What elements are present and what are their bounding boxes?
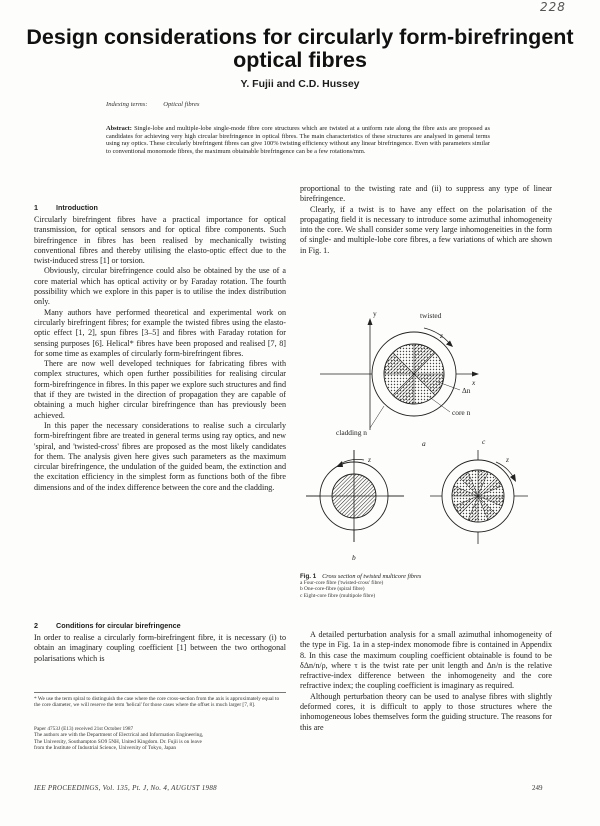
label-z: z bbox=[368, 455, 371, 464]
paragraph: There are now well developed techniques for fabricating fibres with complex structures, which open further possibilities for realising circular form-birefringence in fibres. In this paper we explore such structures and find that if they are twisted in the direction of propagation they are capable of obtaining a much higher circular birefringence than has previously been achieved. bbox=[34, 359, 286, 420]
paper-title: Design considerations for circularly form-birefringent optical fibres bbox=[26, 25, 574, 72]
paragraph: Although perturbation theory can be used to analyse fibres with slightly deformed cores, it is difficult to apply to those structures where the inhomogeneous lobes themselves form the guiding structure. The reasons for this are bbox=[300, 691, 552, 732]
figure-subcaption: b One-core-fibre (spiral fibre) bbox=[300, 586, 365, 593]
paragraph: Circularly birefringent fibres have a practical importance for optical transmission, for optical sensors and for optical fibre components. Such birefringence in fibres has been realised by mechanically twisting conventional fibres and thereby utilising the elasto-optic effect due to the twist-induced stress [1] or torsion. bbox=[34, 215, 286, 266]
section-1-heading bbox=[34, 203, 98, 212]
page-number: 249 bbox=[532, 784, 543, 792]
right-column-top bbox=[300, 184, 552, 256]
label-a: a bbox=[422, 439, 426, 448]
figure-panel-a bbox=[320, 309, 479, 448]
figure-panel-b bbox=[306, 450, 404, 562]
figure-1 bbox=[300, 302, 552, 572]
section-2-title: Conditions for circular birefringence bbox=[56, 621, 181, 630]
section-1-number: 1 bbox=[34, 203, 38, 212]
figure-caption bbox=[300, 573, 552, 599]
y-arrow bbox=[368, 318, 373, 325]
label-z: z bbox=[506, 455, 509, 464]
paragraph: In order to realise a circularly form-birefringent fibre, it is necessary (i) to obtain an imaginary coupling coefficient [1] between the two orthogonal polarisations which is bbox=[34, 633, 286, 663]
paper-info-line: The University, Southampton SO9 5NH, United Kingdom. Dr. Fujii is on leave bbox=[34, 738, 202, 745]
figure-caption-label: Fig. 1 bbox=[300, 573, 317, 580]
paragraph: In this paper the necessary considerations to realise such a circularly form-birefringent fibre are treated in general terms using ray optics, and new 'spiral, and 'twisted-cross' fibres are proposed as the most likely candidates for them. The analysis given here gives such parameters as the maximum circular birefringence, the undulation of the guided beam, the extinction and the excitation efficiency in the simplest form as functions both of the fibre dimensions and of the index difference between the core and the cladding. bbox=[34, 420, 286, 492]
section-2-body bbox=[34, 633, 286, 664]
paper-info-line: The authors are with the Department of Electrical and Information Engineering, bbox=[34, 732, 204, 739]
paragraph: Many authors have performed theoretical and experimental work on circularly birefringent fibres; for example the twisted fibres using the elasto-optic effect [1, 2], spun fibres [3–5] and fibres with Faraday rotation for sensing purposes [6]. Helical* fibres have been proposed and realised [7, 8] for some time as examples of circularly form-birefringent fibres. bbox=[34, 307, 286, 358]
indexing-terms-label: Indexing terms: bbox=[106, 101, 148, 108]
paragraph: Obviously, circular birefringence could also be obtained by the use of a core material which has optical activity or by Faraday rotation. The fourth possibility which we explore in this paper is to utilise the index distribution only. bbox=[34, 266, 286, 307]
footnote: * We use the term spiral to distinguish the case where the core cross-section from the axis is approximately equal to the core diameter, we will reserve the term 'helical' for those cases where the offset is much larger [7, 8]. bbox=[34, 692, 286, 709]
label-z: z bbox=[440, 331, 443, 340]
x-arrow bbox=[472, 372, 479, 377]
paper-authors: Y. Fujii and C.D. Hussey bbox=[240, 78, 360, 90]
label-cladding: cladding n bbox=[336, 428, 367, 437]
indexing-terms-value: Optical fibres bbox=[163, 101, 200, 108]
label-core: core n bbox=[452, 408, 471, 417]
journal-footer: IEE PROCEEDINGS, Vol. 135, Pt. J, No. 4, AUGUST 1988 bbox=[34, 784, 217, 792]
figure-panel-c bbox=[430, 437, 528, 544]
twist-arrowhead-icon bbox=[336, 461, 343, 467]
right-column-bottom bbox=[300, 630, 552, 733]
twist-arrowhead-icon bbox=[446, 341, 453, 348]
leader-line bbox=[370, 406, 384, 428]
abstract-text: Single-lobe and multiple-lobe single-mode fibre core structures which are twisted at a uniform rate along the fibre axis are proposed as candidates for achieving very high circular birefringence in optical fibres. The main characteristics of these structures are analysed in general terms using ray optics. These circularly birefringent fibres can give 100% twisting efficiency without any linear birefringence. Even with parameters similar to conventional monomode fibres, the maximum obtainable birefringence can be a few rotations/mm. bbox=[106, 125, 490, 155]
label-b: b bbox=[352, 553, 356, 562]
handwritten-page-note: 228 bbox=[540, 0, 566, 14]
paragraph: A detailed perturbation analysis for a small azimuthal inhomogeneity of the type in Fig. 1a in a step-index monomode fibre is contained in Appendix 8. In this case the maximum coupling coefficient obtainable is found to be δΔn/n/ρ, where τ is the twist rate per unit length and Δn/n is the relative refractive-index difference between the inhomogeneity and the core refractive index; the coupling coefficient is imaginary as required. bbox=[300, 630, 552, 691]
paragraph: proportional to the twisting rate and (ii) to suppress any type of linear birefringence. bbox=[300, 184, 552, 204]
section-1-body bbox=[34, 215, 286, 493]
abstract-label: Abstract: bbox=[106, 125, 132, 132]
indexing-terms bbox=[106, 101, 199, 108]
figure-subcaption: c Eight-core fibre (multipole fibre) bbox=[300, 592, 376, 599]
label-x: x bbox=[472, 378, 476, 387]
section-2-heading bbox=[34, 621, 181, 630]
figure-caption-text: Cross section of twisted multicore fibres bbox=[322, 573, 422, 580]
figure-subcaption: a Four-core fibre ('twisted-cross' fibre) bbox=[300, 580, 384, 587]
label-y: y bbox=[373, 309, 377, 318]
label-c: c bbox=[482, 437, 486, 446]
section-1-title: Introduction bbox=[56, 203, 98, 212]
paper-info-line: from the Institute of Industrial Science, University of Tokyo, Japan bbox=[34, 745, 177, 752]
label-delta-n: Δn bbox=[462, 386, 471, 395]
abstract bbox=[106, 125, 490, 155]
paper-info-line: Paper 4753J (E13) received 21st October 1987 bbox=[34, 726, 134, 732]
paper-received-info bbox=[34, 726, 286, 752]
label-twisted: twisted bbox=[420, 311, 442, 320]
section-2-number: 2 bbox=[34, 621, 38, 630]
paragraph: Clearly, if a twist is to have any effect on the polarisation of the propagating field it is necessary to introduce some azimuthal inhomogeneity into the core. We shall consider some very large inhomogeneities in the form of single- and multiple-lobe core fibres, a few variations of which are shown in Fig. 1. bbox=[300, 204, 552, 255]
